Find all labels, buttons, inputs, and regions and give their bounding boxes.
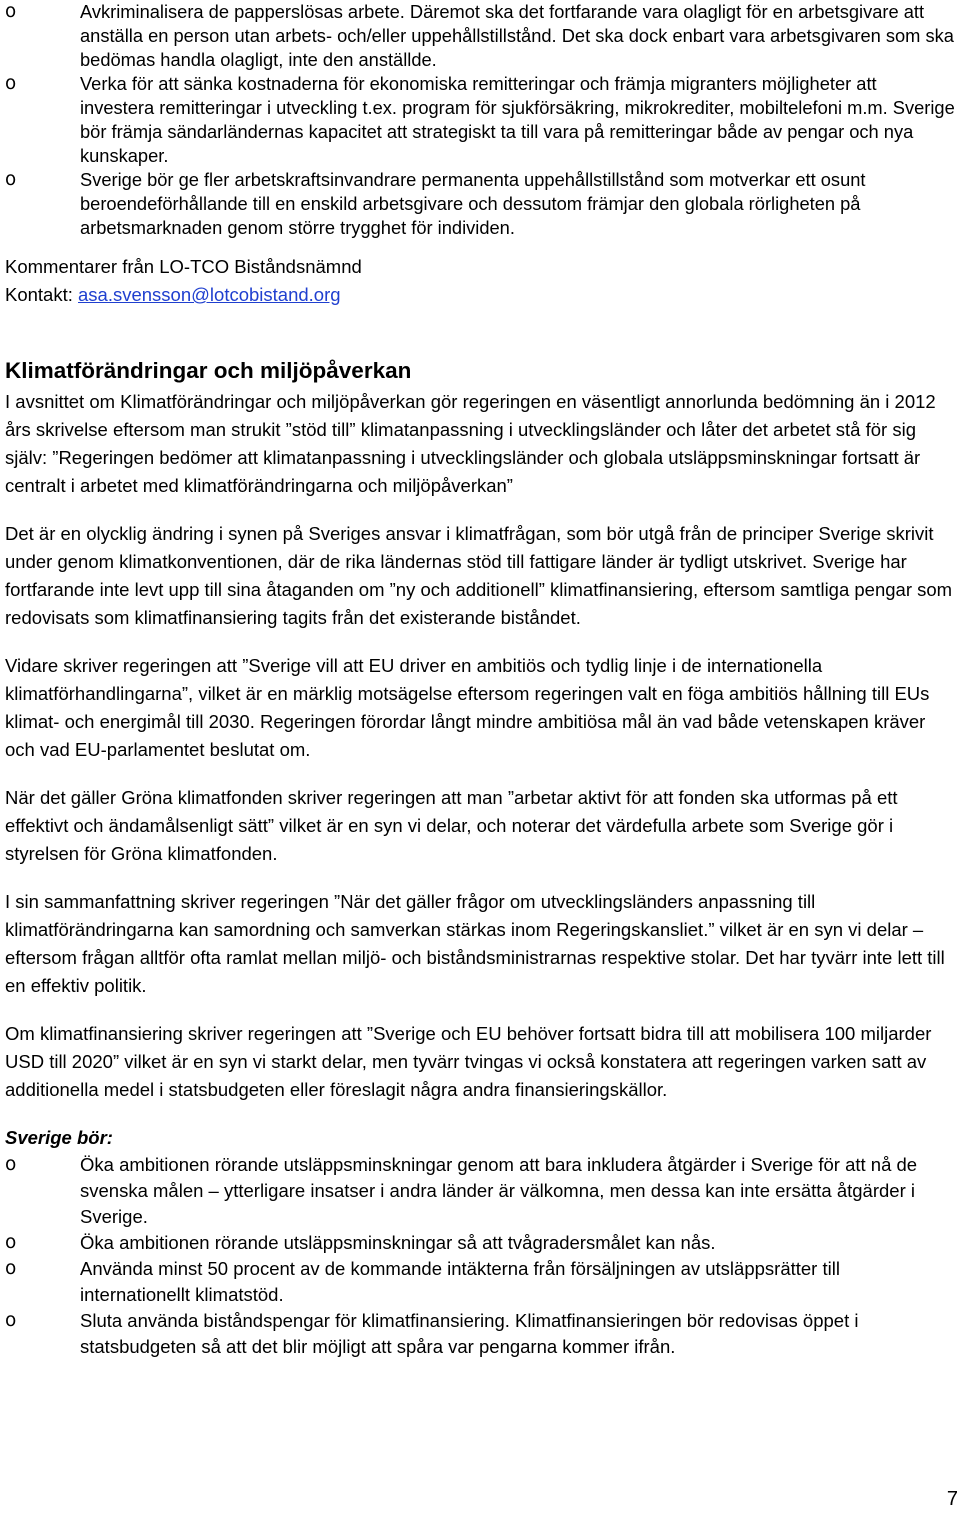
list-item-text: Använda minst 50 procent av de kommande intäkterna från försäljningen av utsläppsrätter till internationellt klimatstöd. (80, 1258, 840, 1305)
bullet-marker: o (5, 1258, 17, 1279)
list-item-text: Verka för att sänka kostnaderna för ekonomiska remitteringar och främja migranters möjligheter att investera remitteringar i utveckling t.ex. program för sjukförsäkring, mikrokrediter, mobiltelefoni m.m. Sverige bör främja sändarländernas kapacitet att strategiskt ta till vara på remitteringar både av pengar och nya kunskaper. (80, 73, 955, 166)
list-item-text: Avkriminalisera de papperslösas arbete. Däremot ska det fortfarande vara olagligt för en arbetsgivare att anställa en person utan arbets- och/eller uppehållstillstånd. Det ska dock enbart vara arbetsgivaren som ska bedömas handla olagligt, inte den anställde. (80, 1, 954, 70)
list-item-text: Öka ambitionen rörande utsläppsminskningar genom att bara inkludera åtgärder i Sverige för att nå de svenska målen – ytterligare insatser i andra länder är välkomna, men dessa kan inte ersätta åtgärder i Sverige. (80, 1154, 918, 1227)
list-item-text: Sverige bör ge fler arbetskraftsinvandrare permanenta uppehållstillstånd som motverkar ett osunt beroendeförhållande till en enskild arbetsgivare och dessutom främjar den globala rörligheten på arbetsmarknaden genom större trygghet för individen. (80, 169, 866, 238)
paragraph: När det gäller Gröna klimatfonden skriver regeringen att man ”arbetar aktivt för att fonden ska utformas på ett effektivt och ändamålsenligt sätt” vilket är en syn vi delar, och noterar det värdefulla arbete som Sverige gör i styrelsen för Gröna klimatfonden. (5, 787, 898, 864)
list-item (5, 1308, 955, 1360)
bullet-marker: o (5, 1232, 17, 1253)
list-item (5, 0, 955, 72)
paragraph: Om klimatfinansiering skriver regeringen att ”Sverige och EU behöver fortsatt bidra till att mobilisera 100 miljarder USD till 2020” vilket är en syn vi starkt delar, men tyvärr tvingas vi också konstatera att regeringen varken satt av additionella medel i statsbudgeten eller föreslagit några andra finansieringskällor. (5, 1023, 932, 1100)
page-number: 7 (946, 1488, 958, 1510)
list-item (5, 1230, 955, 1256)
paragraph: Vidare skriver regeringen att ”Sverige vill att EU driver en ambitiös och tydlig linje i de internationella klimatförhandlingarna”, vilket är en märklig motsägelse eftersom regeringen valt en föga ambitiös hållning till EUs klimat- och energimål till 2030. Regeringen förordar långt mindre ambitiösa mål än vad både vetenskapen kräver och vad EU-parlamentet beslutat om. (5, 655, 930, 760)
contact-line (5, 281, 955, 309)
list-item-text: Öka ambitionen rörande utsläppsminskningar så att tvågradersmålet kan nås. (80, 1232, 716, 1253)
bullet-marker: o (5, 1, 17, 22)
recommendations-heading: Sverige bör: (5, 1127, 113, 1148)
contact-email-link[interactable]: asa.svensson@lotcobistand.org (78, 284, 341, 305)
list-item (5, 1256, 955, 1308)
contact-block (5, 253, 955, 309)
list-item (5, 168, 955, 240)
bullet-marker: o (5, 1154, 17, 1175)
list-item (5, 1152, 955, 1230)
list-item-text: Sluta använda biståndspengar för klimatfinansiering. Klimatfinansieringen bör redovisas öppet i statsbudgeten så att det blir möjligt att spåra var pengarna kommer ifrån. (80, 1310, 859, 1357)
bullet-marker: o (5, 169, 17, 190)
bullet-marker: o (5, 1310, 17, 1331)
contact-label: Kontakt: (5, 284, 79, 305)
paragraph: I sin sammanfattning skriver regeringen ”När det gäller frågor om utvecklingsländers anpassning till klimatförändringarna kan samordning och samverkan stärkas inom Regeringskansliet.” vilket är en syn vi delar – eftersom frågan alltför ofta ramlat mellan miljö- och biståndsministrarnas respektive stolar. Det har tyvärr inte lett till en effektiv politik. (5, 891, 945, 996)
section-heading: Klimatförändringar och miljöpåverkan (5, 358, 412, 383)
recommendations-list (5, 1152, 955, 1360)
paragraph: I avsnittet om Klimatförändringar och miljöpåverkan gör regeringen en väsentligt annorlunda bedömning än i 2012 års skrivelse eftersom man strukit ”stöd till” klimatanpassning i utvecklingsländer och låter det arbetet stå för sig själv: ”Regeringen bedömer att klimatanpassning i utvecklingsländer och globala utsläppsminskningar fortsatt är centralt i arbetet med klimatförändringarna och miljöpåverkan” (5, 391, 936, 496)
comments-source: Kommentarer från LO-TCO Biståndsnämnd (5, 256, 362, 277)
document-page (5, 0, 955, 1360)
top-bullet-list (5, 0, 955, 240)
bullet-marker: o (5, 73, 17, 94)
paragraph: Det är en olycklig ändring i synen på Sveriges ansvar i klimatfrågan, som bör utgå från de principer Sverige skrivit under genom klimatkonventionen, där de rika ländernas stöd till fattigare länder är tydligt utskrivet. Sverige har fortfarande inte levt upp till sina åtaganden om ”ny och additionell” klimatfinansiering, eftersom samtliga pengar som redovisats som klimatfinansiering tagits från det existerande biståndet. (5, 523, 953, 628)
list-item (5, 72, 955, 168)
